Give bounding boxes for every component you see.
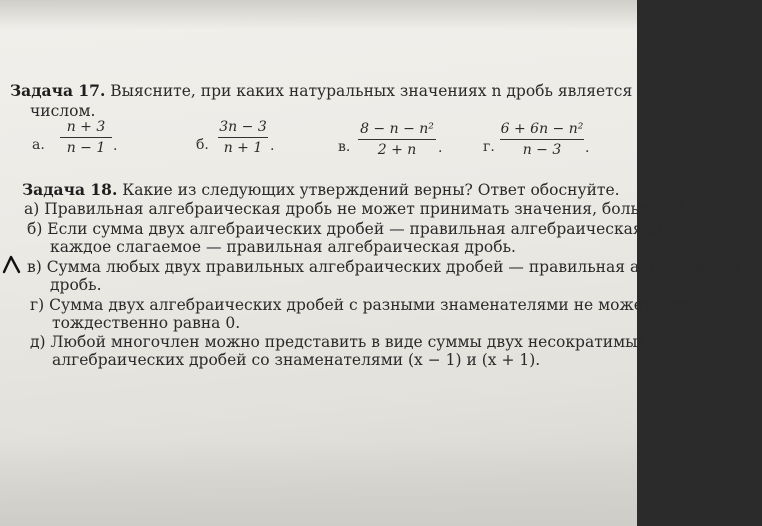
task17-option-a-label: а.: [32, 137, 45, 153]
fraction-bar: [60, 137, 112, 138]
task17-option-c-label: в.: [338, 139, 351, 155]
option-b-period: .: [270, 138, 275, 154]
task18-item-e-line2: алгебраических дробей со знаменателями (x − 1) и (x + 1).: [52, 351, 541, 369]
task18-item-a-line1: а) Правильная алгебраическая дробь не может принимать значения, большие 1.: [24, 200, 693, 218]
task18-item-c-line2: дробь.: [50, 276, 102, 294]
task18-heading: [22, 181, 620, 199]
task17-option-c-fraction: [358, 120, 436, 159]
task17-option-b-fraction: [218, 118, 268, 157]
task17-text-line2: числом.: [30, 102, 96, 120]
task18-item-b-line1: б) Если сумма двух алгебраических дробей — правильная алгебраическая дробь, то и: [27, 220, 738, 238]
task17-option-d-numerator: 6 + 6n − n²: [500, 121, 584, 137]
page-shadow-top: [0, 0, 637, 30]
task17-option-a-fraction: [60, 118, 112, 157]
fraction-bar: [358, 139, 436, 140]
task17-option-b-label: б.: [196, 137, 209, 153]
handwritten-mark-icon: [2, 254, 22, 274]
task17-option-c-denominator: 2 + n: [377, 142, 417, 158]
task18-item-d-line1: г) Сумма двух алгебраических дробей с разными знаменателями не может быть: [30, 296, 696, 314]
task18-title: Задача 18.: [22, 180, 118, 199]
task17-option-d-label: г.: [483, 139, 495, 155]
fraction-bar: [500, 139, 584, 140]
page-shadow-bottom: [0, 440, 637, 526]
task17-option-d-fraction: [500, 120, 584, 159]
fraction-bar: [218, 137, 268, 138]
task17-option-b-denominator: n + 1: [223, 140, 263, 156]
task18-item-e-line1: д) Любой многочлен можно представить в виде суммы двух несократимых: [30, 333, 647, 351]
task18-intro: Какие из следующих утверждений верны? Ответ обоснуйте.: [122, 181, 620, 199]
task17-option-b-numerator: 3n − 3: [219, 119, 267, 135]
task17-option-c-numerator: 8 − n − n²: [360, 121, 434, 137]
option-a-period: .: [113, 138, 118, 154]
task18-item-b-line2: каждое слагаемое — правильная алгебраическая дробь.: [50, 238, 516, 256]
task18-item-c-line1: в) Сумма любых двух правильных алгебраических дробей — правильная алгебраическая: [27, 258, 762, 276]
option-d-period: .: [585, 140, 590, 156]
task17-heading: [10, 81, 747, 100]
task17-title: Задача 17.: [10, 81, 106, 100]
option-c-period: .: [438, 140, 443, 156]
task17-option-a-denominator: n − 1: [66, 140, 106, 156]
task17-option-a-numerator: n + 3: [66, 119, 106, 135]
task17-option-d-denominator: n − 3: [522, 142, 562, 158]
task18-item-d-line2: тождественно равна 0.: [52, 314, 241, 332]
task17-text-line1: Выясните, при каких натуральных значениях n дробь является натуральным: [110, 82, 747, 100]
